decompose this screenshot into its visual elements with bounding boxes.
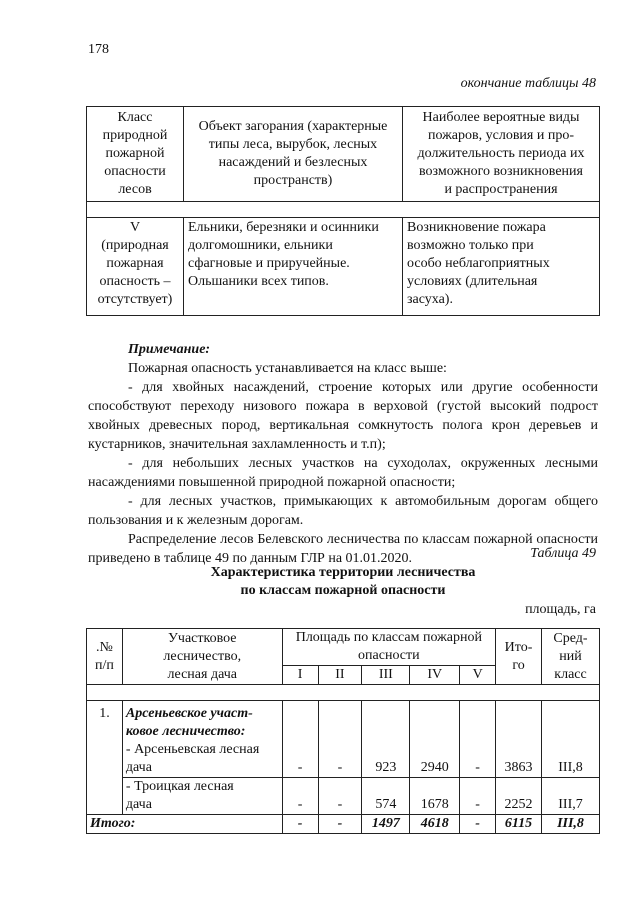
header-object: Объект загорания (характерные типы леса, вырубок, лесных насаждений и безлесных пространств) — [184, 107, 403, 202]
header-total: Ито- го — [496, 629, 542, 685]
row-name: - Троицкая лесная дача — [122, 778, 282, 815]
table-49-label: Таблица 49 — [530, 546, 596, 561]
table-row — [87, 218, 600, 316]
cell-fire-conditions: Возникновение пожара возможно только при особо неблагоприятных условиях (длительная засуха). — [403, 218, 600, 316]
header-class-v: V — [460, 666, 496, 685]
header-class-i: I — [282, 666, 318, 685]
table-spacer-row — [87, 202, 600, 218]
table-spacer-row — [87, 685, 600, 701]
header-area-group: Площадь по классам пожарной опасности — [282, 629, 495, 666]
header-class-iv: IV — [410, 666, 460, 685]
note-block — [88, 340, 598, 568]
header-class-iii: III — [362, 666, 410, 685]
header-number: .№ п/п — [87, 629, 123, 685]
forestry-fire-class-table — [86, 628, 600, 834]
note-paragraph: - для хвойных насаждений, строение которых или другие особенности способствуют переходу низового пожара в верховой (густой высокий подрост хвойных древесных пород, вертикальная сомкнутость полога крон деревьев и кустарников, значительная захламленность и т.п); — [88, 380, 598, 452]
table-row: 1. Арсеньевское участ- ковое лесничество: - Арсеньевская лесная дача - - 923 2940 - 3863 III,8 — [87, 701, 600, 778]
table-row: - Троицкая лесная дача - - 574 1678 - 2252 III,7 — [87, 778, 600, 815]
fire-danger-class-table — [86, 106, 600, 316]
table-49-title: Характеристика территории лесничества по классам пожарной опасности — [210, 565, 476, 598]
note-paragraph: - для небольших лесных участков на суходолах, окруженных лесными насаждениями повышенной природной пожарной опасности; — [88, 456, 598, 490]
cell-class-v: V (природная пожарная опасность – отсутствует) — [87, 218, 184, 316]
totals-label: Итого: — [87, 815, 283, 834]
header-class: Класс природной пожарной опасности лесов — [87, 107, 184, 202]
page-number: 178 — [88, 42, 109, 57]
row-name: Арсеньевское участ- ковое лесничество: - Арсеньевская лесная дача — [122, 701, 282, 778]
table-header-row — [87, 107, 600, 202]
note-paragraph: - для лесных участков, примыкающих к автомобильным дорогам общего пользования и к железным дорогам. — [88, 494, 598, 528]
header-fire-types: Наиболее вероятные виды пожаров, условия и про- должительность периода их возможного возникновения и распространения — [403, 107, 600, 202]
units-label: площадь, га — [525, 602, 596, 617]
note-paragraph: Распределение лесов Белевского лесничества по классам пожарной опасности приведено в таблице 49 по данным ГЛР на 01.01.2020. — [88, 532, 598, 566]
cell-object: Ельники, березняки и осинники долгомошники, ельники сфагновые и приручейные. Ольшаники всех типов. — [184, 218, 403, 316]
header-average-class: Сред- ний класс — [542, 629, 600, 685]
row-number: 1. — [87, 701, 123, 815]
header-name: Участковое лесничество, лесная дача — [122, 629, 282, 685]
note-paragraph: Пожарная опасность устанавливается на класс выше: — [128, 361, 447, 376]
totals-row: Итого: - - 1497 4618 - 6115 III,8 — [87, 815, 600, 834]
note-title: Примечание: — [128, 342, 211, 357]
header-class-ii: II — [318, 666, 362, 685]
table-continuation-label: окончание таблицы 48 — [460, 76, 596, 91]
table-header-row — [87, 629, 600, 666]
